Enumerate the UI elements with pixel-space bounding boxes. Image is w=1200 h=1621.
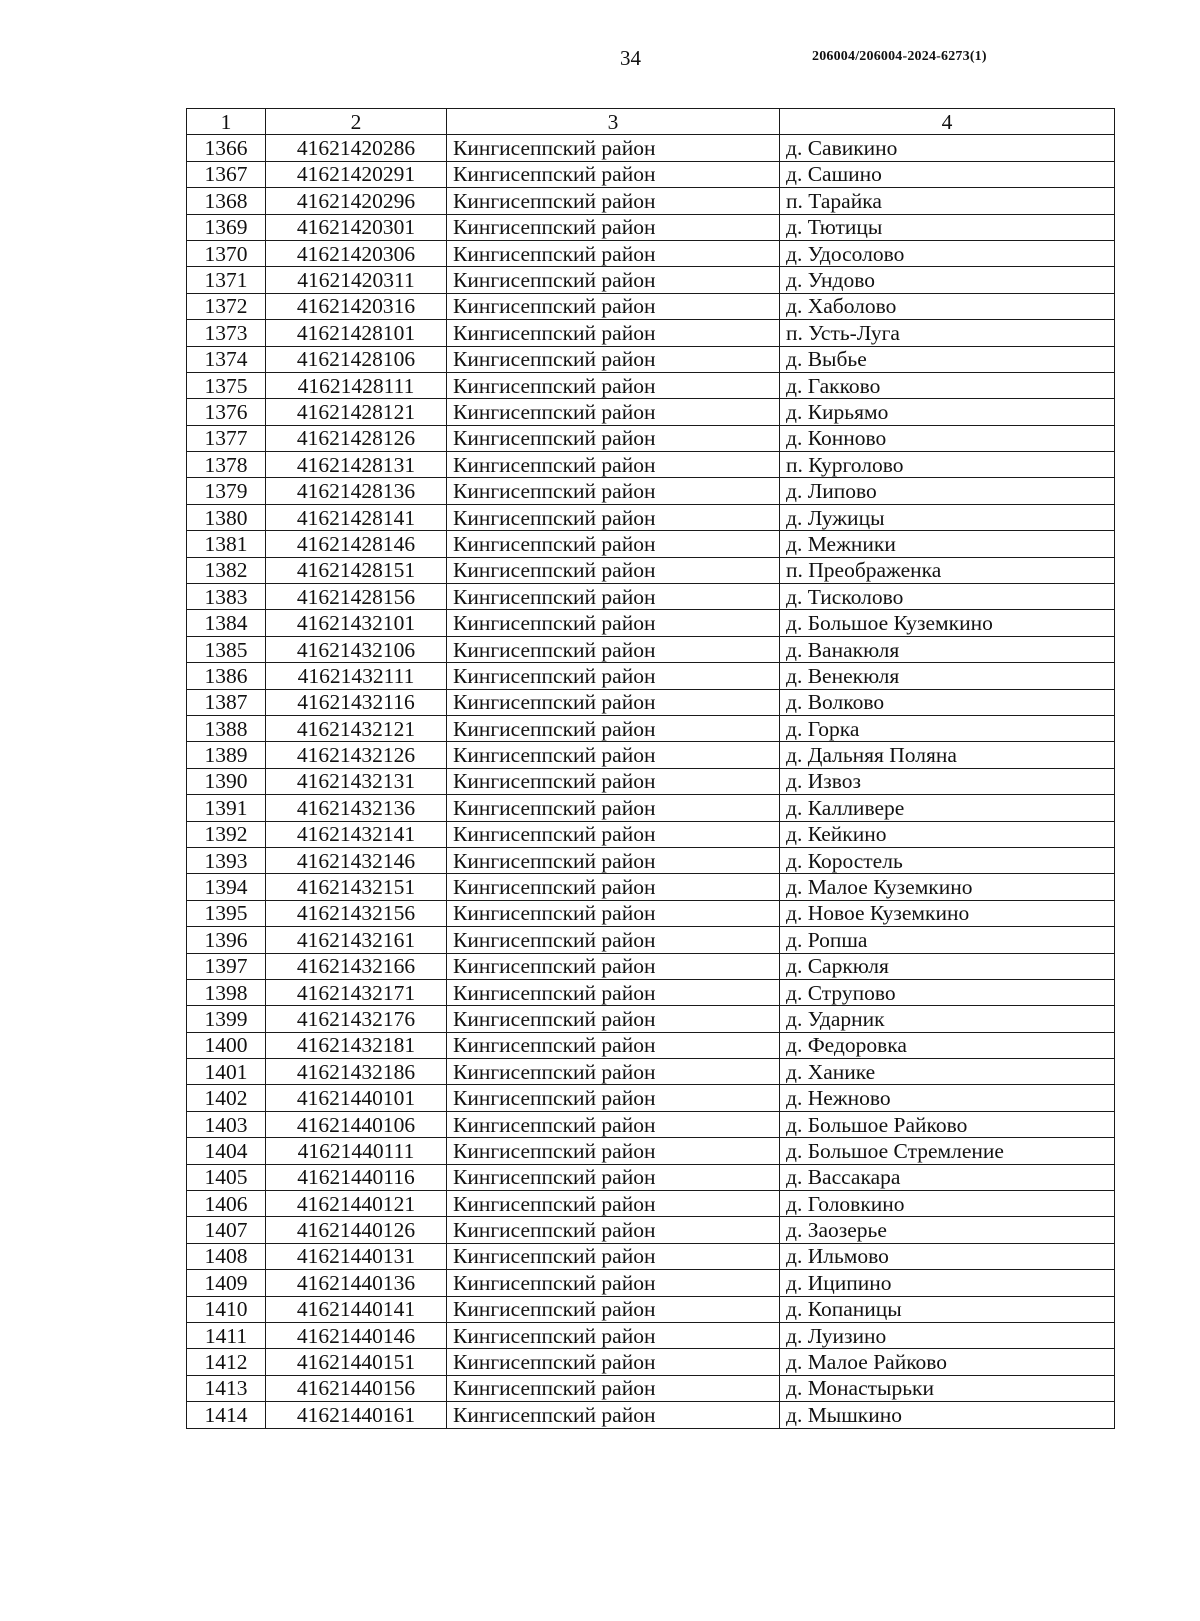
settlement-cell: д. Иципино bbox=[780, 1270, 1115, 1296]
code-cell: 41621432136 bbox=[266, 795, 447, 821]
settlement-cell: д. Новое Куземкино bbox=[780, 900, 1115, 926]
code-cell: 41621428141 bbox=[266, 504, 447, 530]
district-cell: Кингисеппский район bbox=[447, 1375, 780, 1401]
table-row bbox=[187, 874, 1115, 900]
table-row bbox=[187, 293, 1115, 319]
table-row bbox=[187, 610, 1115, 636]
district-cell: Кингисеппский район bbox=[447, 979, 780, 1005]
settlement-cell: д. Хаболово bbox=[780, 293, 1115, 319]
row-number-cell: 1382 bbox=[187, 557, 266, 583]
settlement-cell: д. Ударник bbox=[780, 1006, 1115, 1032]
settlement-cell: д. Дальняя Поляна bbox=[780, 742, 1115, 768]
code-cell: 41621440136 bbox=[266, 1270, 447, 1296]
code-cell: 41621432116 bbox=[266, 689, 447, 715]
code-cell: 41621420316 bbox=[266, 293, 447, 319]
table-row bbox=[187, 399, 1115, 425]
row-number-cell: 1377 bbox=[187, 425, 266, 451]
code-cell: 41621432121 bbox=[266, 715, 447, 741]
table-row bbox=[187, 979, 1115, 1005]
code-cell: 41621432181 bbox=[266, 1032, 447, 1058]
district-cell: Кингисеппский район bbox=[447, 1349, 780, 1375]
settlement-cell: д. Луизино bbox=[780, 1322, 1115, 1348]
table-row bbox=[187, 636, 1115, 662]
row-number-cell: 1383 bbox=[187, 584, 266, 610]
district-cell: Кингисеппский район bbox=[447, 399, 780, 425]
settlement-cell: д. Мышкино bbox=[780, 1402, 1115, 1428]
table-row bbox=[187, 1270, 1115, 1296]
code-cell: 41621440126 bbox=[266, 1217, 447, 1243]
table-row bbox=[187, 267, 1115, 293]
table-body bbox=[187, 135, 1115, 1428]
document-id: 206004/206004-2024-6273(1) bbox=[812, 49, 987, 64]
table-row bbox=[187, 425, 1115, 451]
settlement-cell: п. Усть-Луга bbox=[780, 320, 1115, 346]
table-row bbox=[187, 557, 1115, 583]
code-cell: 41621440106 bbox=[266, 1111, 447, 1137]
row-number-cell: 1391 bbox=[187, 795, 266, 821]
district-cell: Кингисеппский район bbox=[447, 372, 780, 398]
settlement-cell: д. Большое Стремление bbox=[780, 1138, 1115, 1164]
district-cell: Кингисеппский район bbox=[447, 900, 780, 926]
row-number-cell: 1385 bbox=[187, 636, 266, 662]
code-cell: 41621432131 bbox=[266, 768, 447, 794]
code-cell: 41621428151 bbox=[266, 557, 447, 583]
row-number-cell: 1380 bbox=[187, 504, 266, 530]
district-cell: Кингисеппский район bbox=[447, 240, 780, 266]
settlement-cell: д. Малое Куземкино bbox=[780, 874, 1115, 900]
row-number-cell: 1390 bbox=[187, 768, 266, 794]
row-number-cell: 1404 bbox=[187, 1138, 266, 1164]
settlement-cell: д. Извоз bbox=[780, 768, 1115, 794]
row-number-cell: 1394 bbox=[187, 874, 266, 900]
row-number-cell: 1400 bbox=[187, 1032, 266, 1058]
settlement-cell: п. Тарайка bbox=[780, 188, 1115, 214]
settlement-cell: д. Головкино bbox=[780, 1191, 1115, 1217]
column-header-1: 1 bbox=[187, 109, 266, 135]
district-cell: Кингисеппский район bbox=[447, 1164, 780, 1190]
row-number-cell: 1401 bbox=[187, 1059, 266, 1085]
district-cell: Кингисеппский район bbox=[447, 636, 780, 662]
row-number-cell: 1410 bbox=[187, 1296, 266, 1322]
table-row bbox=[187, 1111, 1115, 1137]
district-cell: Кингисеппский район bbox=[447, 927, 780, 953]
code-cell: 41621440156 bbox=[266, 1375, 447, 1401]
table-row bbox=[187, 1191, 1115, 1217]
district-cell: Кингисеппский район bbox=[447, 584, 780, 610]
district-cell: Кингисеппский район bbox=[447, 293, 780, 319]
district-cell: Кингисеппский район bbox=[447, 135, 780, 161]
code-cell: 41621428146 bbox=[266, 531, 447, 557]
code-cell: 41621420306 bbox=[266, 240, 447, 266]
settlement-cell: д. Ванакюля bbox=[780, 636, 1115, 662]
column-header-3: 3 bbox=[447, 109, 780, 135]
settlement-cell: п. Преображенка bbox=[780, 557, 1115, 583]
code-cell: 41621440111 bbox=[266, 1138, 447, 1164]
district-cell: Кингисеппский район bbox=[447, 214, 780, 240]
table-row bbox=[187, 689, 1115, 715]
code-cell: 41621428121 bbox=[266, 399, 447, 425]
column-header-4: 4 bbox=[780, 109, 1115, 135]
code-cell: 41621432141 bbox=[266, 821, 447, 847]
page-number: 34 bbox=[620, 46, 641, 70]
code-cell: 41621432126 bbox=[266, 742, 447, 768]
settlement-cell: д. Большое Райково bbox=[780, 1111, 1115, 1137]
row-number-cell: 1414 bbox=[187, 1402, 266, 1428]
settlement-cell: д. Большое Куземкино bbox=[780, 610, 1115, 636]
code-cell: 41621428101 bbox=[266, 320, 447, 346]
settlements-table bbox=[186, 108, 1115, 1429]
header-row bbox=[187, 109, 1115, 135]
settlement-cell: д. Волково bbox=[780, 689, 1115, 715]
table-row bbox=[187, 372, 1115, 398]
district-cell: Кингисеппский район bbox=[447, 320, 780, 346]
code-cell: 41621440146 bbox=[266, 1322, 447, 1348]
district-cell: Кингисеппский район bbox=[447, 1296, 780, 1322]
district-cell: Кингисеппский район bbox=[447, 1322, 780, 1348]
row-number-cell: 1376 bbox=[187, 399, 266, 425]
code-cell: 41621428131 bbox=[266, 452, 447, 478]
code-cell: 41621440121 bbox=[266, 1191, 447, 1217]
district-cell: Кингисеппский район bbox=[447, 953, 780, 979]
code-cell: 41621420286 bbox=[266, 135, 447, 161]
settlement-cell: д. Ундово bbox=[780, 267, 1115, 293]
table-row bbox=[187, 1375, 1115, 1401]
settlement-cell: д. Струпово bbox=[780, 979, 1115, 1005]
table-row bbox=[187, 927, 1115, 953]
code-cell: 41621432151 bbox=[266, 874, 447, 900]
settlement-cell: д. Монастырьки bbox=[780, 1375, 1115, 1401]
table-row bbox=[187, 1402, 1115, 1428]
row-number-cell: 1370 bbox=[187, 240, 266, 266]
row-number-cell: 1386 bbox=[187, 663, 266, 689]
table-row bbox=[187, 452, 1115, 478]
district-cell: Кингисеппский район bbox=[447, 1059, 780, 1085]
district-cell: Кингисеппский район bbox=[447, 847, 780, 873]
table-row bbox=[187, 1085, 1115, 1111]
settlement-cell: д. Калливере bbox=[780, 795, 1115, 821]
district-cell: Кингисеппский район bbox=[447, 161, 780, 187]
row-number-cell: 1378 bbox=[187, 452, 266, 478]
row-number-cell: 1372 bbox=[187, 293, 266, 319]
district-cell: Кингисеппский район bbox=[447, 267, 780, 293]
district-cell: Кингисеппский район bbox=[447, 1138, 780, 1164]
row-number-cell: 1395 bbox=[187, 900, 266, 926]
code-cell: 41621440116 bbox=[266, 1164, 447, 1190]
code-cell: 41621420301 bbox=[266, 214, 447, 240]
district-cell: Кингисеппский район bbox=[447, 1270, 780, 1296]
table-row bbox=[187, 1296, 1115, 1322]
code-cell: 41621420291 bbox=[266, 161, 447, 187]
table-row bbox=[187, 715, 1115, 741]
district-cell: Кингисеппский район bbox=[447, 188, 780, 214]
table-row bbox=[187, 1032, 1115, 1058]
table-row bbox=[187, 531, 1115, 557]
row-number-cell: 1374 bbox=[187, 346, 266, 372]
district-cell: Кингисеппский район bbox=[447, 478, 780, 504]
table-row bbox=[187, 1243, 1115, 1269]
district-cell: Кингисеппский район bbox=[447, 1243, 780, 1269]
district-cell: Кингисеппский район bbox=[447, 821, 780, 847]
table-row bbox=[187, 953, 1115, 979]
row-number-cell: 1369 bbox=[187, 214, 266, 240]
code-cell: 41621420296 bbox=[266, 188, 447, 214]
settlement-cell: д. Вассакара bbox=[780, 1164, 1115, 1190]
table-row bbox=[187, 742, 1115, 768]
row-number-cell: 1367 bbox=[187, 161, 266, 187]
settlement-cell: д. Горка bbox=[780, 715, 1115, 741]
settlement-cell: д. Федоровка bbox=[780, 1032, 1115, 1058]
row-number-cell: 1387 bbox=[187, 689, 266, 715]
district-cell: Кингисеппский район bbox=[447, 1006, 780, 1032]
district-cell: Кингисеппский район bbox=[447, 874, 780, 900]
code-cell: 41621440161 bbox=[266, 1402, 447, 1428]
settlement-cell: п. Курголово bbox=[780, 452, 1115, 478]
code-cell: 41621432156 bbox=[266, 900, 447, 926]
district-cell: Кингисеппский район bbox=[447, 689, 780, 715]
row-number-cell: 1409 bbox=[187, 1270, 266, 1296]
district-cell: Кингисеппский район bbox=[447, 795, 780, 821]
code-cell: 41621420311 bbox=[266, 267, 447, 293]
settlement-cell: д. Выбье bbox=[780, 346, 1115, 372]
settlement-cell: д. Савикино bbox=[780, 135, 1115, 161]
settlement-cell: д. Конново bbox=[780, 425, 1115, 451]
row-number-cell: 1397 bbox=[187, 953, 266, 979]
settlement-cell: д. Копаницы bbox=[780, 1296, 1115, 1322]
district-cell: Кингисеппский район bbox=[447, 715, 780, 741]
table-row bbox=[187, 346, 1115, 372]
settlement-cell: д. Малое Райково bbox=[780, 1349, 1115, 1375]
table-row bbox=[187, 135, 1115, 161]
row-number-cell: 1406 bbox=[187, 1191, 266, 1217]
table-row bbox=[187, 214, 1115, 240]
settlement-cell: д. Заозерье bbox=[780, 1217, 1115, 1243]
code-cell: 41621432171 bbox=[266, 979, 447, 1005]
district-cell: Кингисеппский район bbox=[447, 531, 780, 557]
code-cell: 41621432111 bbox=[266, 663, 447, 689]
table-row bbox=[187, 1349, 1115, 1375]
district-cell: Кингисеппский район bbox=[447, 1032, 780, 1058]
code-cell: 41621432106 bbox=[266, 636, 447, 662]
table-row bbox=[187, 900, 1115, 926]
row-number-cell: 1368 bbox=[187, 188, 266, 214]
code-cell: 41621440101 bbox=[266, 1085, 447, 1111]
table-row bbox=[187, 1322, 1115, 1348]
settlement-cell: д. Лужицы bbox=[780, 504, 1115, 530]
row-number-cell: 1373 bbox=[187, 320, 266, 346]
table-row bbox=[187, 1217, 1115, 1243]
settlement-cell: д. Саркюля bbox=[780, 953, 1115, 979]
district-cell: Кингисеппский район bbox=[447, 346, 780, 372]
table-row bbox=[187, 1164, 1115, 1190]
district-cell: Кингисеппский район bbox=[447, 504, 780, 530]
code-cell: 41621440141 bbox=[266, 1296, 447, 1322]
code-cell: 41621440131 bbox=[266, 1243, 447, 1269]
district-cell: Кингисеппский район bbox=[447, 1402, 780, 1428]
table-row bbox=[187, 478, 1115, 504]
table-header bbox=[187, 109, 1115, 135]
row-number-cell: 1396 bbox=[187, 927, 266, 953]
district-cell: Кингисеппский район bbox=[447, 768, 780, 794]
settlement-cell: д. Сашино bbox=[780, 161, 1115, 187]
settlement-cell: д. Удосолово bbox=[780, 240, 1115, 266]
row-number-cell: 1389 bbox=[187, 742, 266, 768]
settlement-cell: д. Венекюля bbox=[780, 663, 1115, 689]
district-cell: Кингисеппский район bbox=[447, 1085, 780, 1111]
table-row bbox=[187, 1059, 1115, 1085]
row-number-cell: 1411 bbox=[187, 1322, 266, 1348]
table-row bbox=[187, 584, 1115, 610]
row-number-cell: 1371 bbox=[187, 267, 266, 293]
code-cell: 41621428136 bbox=[266, 478, 447, 504]
table-row bbox=[187, 847, 1115, 873]
row-number-cell: 1366 bbox=[187, 135, 266, 161]
table-row bbox=[187, 1138, 1115, 1164]
settlement-cell: д. Межники bbox=[780, 531, 1115, 557]
row-number-cell: 1384 bbox=[187, 610, 266, 636]
column-header-2: 2 bbox=[266, 109, 447, 135]
table-row bbox=[187, 161, 1115, 187]
settlement-cell: д. Кейкино bbox=[780, 821, 1115, 847]
code-cell: 41621432176 bbox=[266, 1006, 447, 1032]
district-cell: Кингисеппский район bbox=[447, 1111, 780, 1137]
row-number-cell: 1402 bbox=[187, 1085, 266, 1111]
code-cell: 41621432146 bbox=[266, 847, 447, 873]
table-row bbox=[187, 240, 1115, 266]
row-number-cell: 1379 bbox=[187, 478, 266, 504]
district-cell: Кингисеппский район bbox=[447, 1191, 780, 1217]
code-cell: 41621440151 bbox=[266, 1349, 447, 1375]
table-row bbox=[187, 795, 1115, 821]
table-row bbox=[187, 768, 1115, 794]
code-cell: 41621428156 bbox=[266, 584, 447, 610]
settlement-cell: д. Тисколово bbox=[780, 584, 1115, 610]
settlement-cell: д. Ильмово bbox=[780, 1243, 1115, 1269]
code-cell: 41621432186 bbox=[266, 1059, 447, 1085]
district-cell: Кингисеппский район bbox=[447, 610, 780, 636]
settlement-cell: д. Нежново bbox=[780, 1085, 1115, 1111]
code-cell: 41621428111 bbox=[266, 372, 447, 398]
row-number-cell: 1375 bbox=[187, 372, 266, 398]
row-number-cell: 1405 bbox=[187, 1164, 266, 1190]
table-row bbox=[187, 188, 1115, 214]
row-number-cell: 1408 bbox=[187, 1243, 266, 1269]
settlement-cell: д. Ханике bbox=[780, 1059, 1115, 1085]
settlement-cell: д. Коростель bbox=[780, 847, 1115, 873]
row-number-cell: 1381 bbox=[187, 531, 266, 557]
settlement-cell: д. Липово bbox=[780, 478, 1115, 504]
row-number-cell: 1392 bbox=[187, 821, 266, 847]
code-cell: 41621428126 bbox=[266, 425, 447, 451]
district-cell: Кингисеппский район bbox=[447, 1217, 780, 1243]
district-cell: Кингисеппский район bbox=[447, 663, 780, 689]
row-number-cell: 1398 bbox=[187, 979, 266, 1005]
settlement-cell: д. Ропша bbox=[780, 927, 1115, 953]
district-cell: Кингисеппский район bbox=[447, 452, 780, 478]
code-cell: 41621432161 bbox=[266, 927, 447, 953]
code-cell: 41621432166 bbox=[266, 953, 447, 979]
row-number-cell: 1412 bbox=[187, 1349, 266, 1375]
code-cell: 41621432101 bbox=[266, 610, 447, 636]
district-cell: Кингисеппский район bbox=[447, 742, 780, 768]
table-row bbox=[187, 504, 1115, 530]
settlement-cell: д. Тютицы bbox=[780, 214, 1115, 240]
table-row bbox=[187, 320, 1115, 346]
row-number-cell: 1393 bbox=[187, 847, 266, 873]
row-number-cell: 1407 bbox=[187, 1217, 266, 1243]
settlement-cell: д. Кирьямо bbox=[780, 399, 1115, 425]
table-row bbox=[187, 663, 1115, 689]
table-row bbox=[187, 1006, 1115, 1032]
row-number-cell: 1403 bbox=[187, 1111, 266, 1137]
settlement-cell: д. Гакково bbox=[780, 372, 1115, 398]
row-number-cell: 1413 bbox=[187, 1375, 266, 1401]
district-cell: Кингисеппский район bbox=[447, 557, 780, 583]
code-cell: 41621428106 bbox=[266, 346, 447, 372]
row-number-cell: 1388 bbox=[187, 715, 266, 741]
table-row bbox=[187, 821, 1115, 847]
district-cell: Кингисеппский район bbox=[447, 425, 780, 451]
row-number-cell: 1399 bbox=[187, 1006, 266, 1032]
